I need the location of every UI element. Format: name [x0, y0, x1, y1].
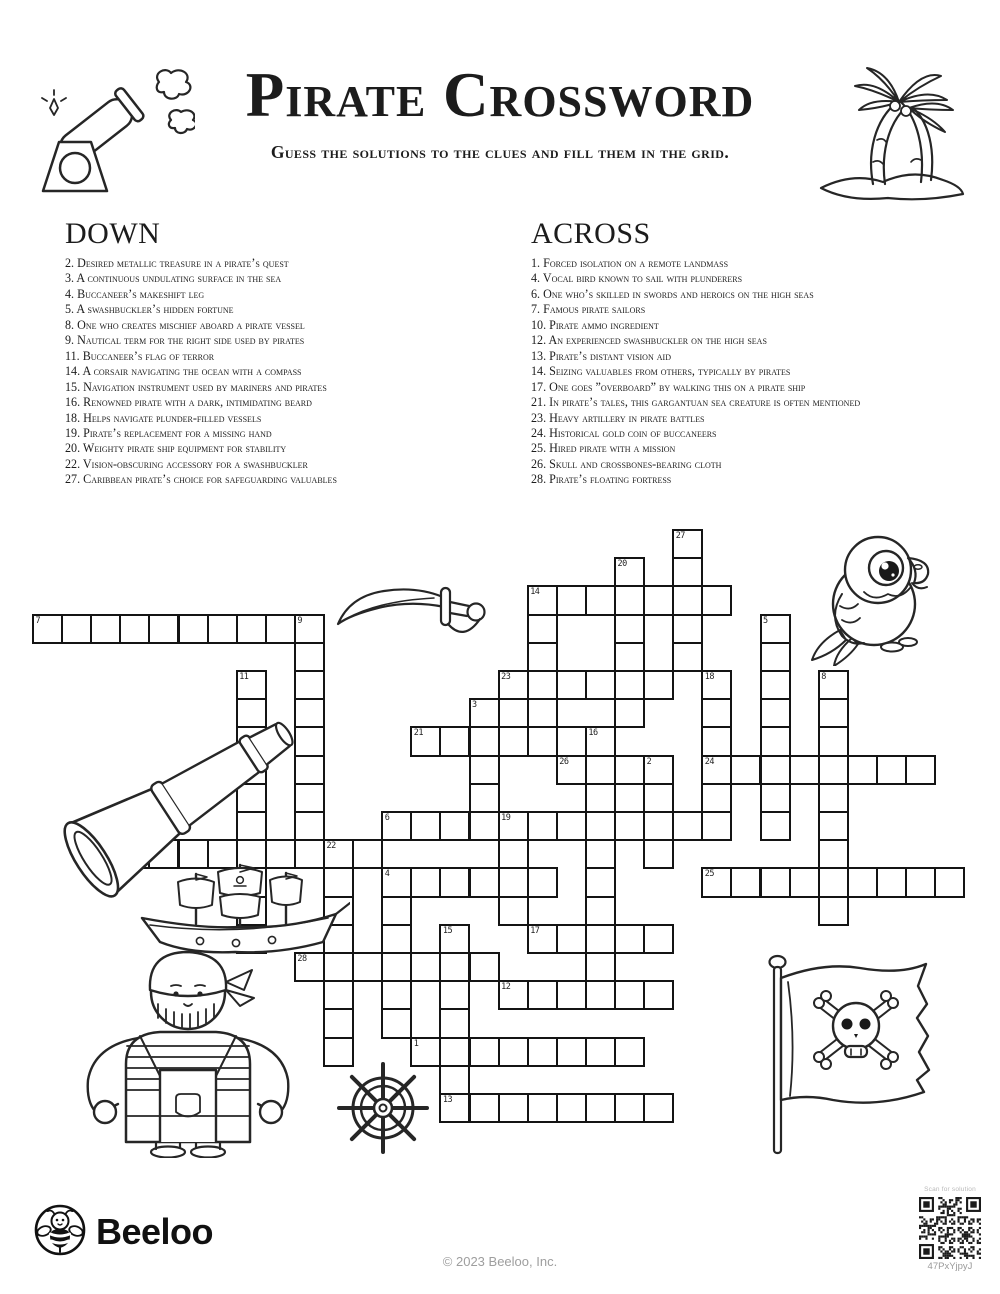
grid-cell	[585, 839, 616, 869]
grid-cell	[701, 867, 732, 897]
grid-cell	[527, 614, 558, 644]
clue-item: 11. Buccaneer’s flag of terror	[65, 348, 215, 363]
grid-cell	[294, 614, 325, 644]
clue-item: 7. Famous pirate sailors	[531, 302, 646, 317]
grid-cell	[439, 980, 470, 1010]
grid-cell	[701, 698, 732, 728]
grid-cell	[410, 952, 441, 982]
grid-cell-number: 24	[704, 756, 715, 767]
grid-cell	[439, 726, 470, 756]
grid-cell	[585, 896, 616, 926]
grid-cell	[672, 529, 703, 559]
grid-cell	[469, 1093, 500, 1123]
grid-cell-number: 22	[326, 841, 336, 852]
grid-cell	[469, 783, 500, 813]
clue-item: 22. Vision-obscuring accessory for a swashbuckler	[65, 456, 308, 471]
grid-cell	[498, 811, 529, 841]
grid-cell	[381, 896, 412, 926]
grid-cell	[352, 839, 383, 869]
grid-cell	[498, 726, 529, 756]
grid-cell	[236, 614, 267, 644]
qr-label: Scan for solution	[924, 1186, 976, 1193]
grid-cell-number: 27	[675, 531, 685, 541]
grid-cell	[643, 839, 674, 869]
parrot-icon	[806, 526, 936, 666]
grid-cell	[439, 1008, 470, 1038]
grid-cell	[556, 980, 587, 1010]
grid-cell	[556, 726, 587, 756]
grid-cell	[818, 867, 849, 897]
grid-cell	[818, 839, 849, 869]
grid-cell	[61, 614, 92, 644]
grid-cell-number: 3	[472, 700, 477, 711]
grid-cell	[265, 614, 296, 644]
grid-cell	[585, 1037, 616, 1067]
grid-cell	[585, 726, 616, 756]
grid-cell	[760, 642, 791, 672]
grid-cell	[410, 867, 441, 897]
grid-cell-number: 11	[239, 672, 249, 682]
grid-cell	[643, 783, 674, 813]
qr-code-text: 47PxYjpyJ	[927, 1261, 973, 1272]
grid-cell	[32, 614, 63, 644]
grid-cell	[614, 698, 645, 728]
grid-cell	[585, 755, 616, 785]
clue-item: 25. Hired pirate with a mission	[531, 441, 676, 456]
grid-cell	[498, 670, 529, 700]
grid-cell	[614, 1037, 645, 1067]
down-clue-list	[65, 256, 520, 488]
grid-cell	[818, 811, 849, 841]
grid-cell	[760, 811, 791, 841]
grid-cell	[556, 811, 587, 841]
clue-item: 14. Seizing valuables from others, typically by pirates	[531, 364, 791, 379]
pirate-ship-icon	[130, 860, 350, 960]
grid-cell-number: 28	[297, 954, 307, 964]
grid-cell	[469, 952, 500, 982]
grid-cell	[527, 1037, 558, 1067]
grid-cell-number: 17	[530, 925, 540, 936]
clue-item: 8. One who creates mischief aboard a pirate vessel	[65, 317, 305, 332]
page-title: Pirate Crossword	[245, 60, 755, 130]
grid-cell	[672, 811, 703, 841]
grid-cell	[498, 867, 529, 897]
grid-cell	[556, 755, 587, 785]
clue-item: 19. Pirate’s replacement for a missing hand	[65, 425, 272, 440]
grid-cell	[585, 980, 616, 1010]
grid-cell	[527, 924, 558, 954]
grid-cell-number: 8	[821, 672, 826, 682]
grid-cell	[527, 670, 558, 700]
clue-item: 23. Heavy artillery in pirate battles	[531, 410, 705, 425]
grid-cell	[556, 924, 587, 954]
grid-cell	[789, 867, 820, 897]
grid-cell	[818, 896, 849, 926]
qr-code-icon	[919, 1197, 981, 1259]
grid-cell	[760, 867, 791, 897]
grid-cell	[119, 614, 150, 644]
grid-cell	[585, 924, 616, 954]
cannon-icon	[25, 68, 195, 200]
grid-cell	[527, 698, 558, 728]
grid-cell	[381, 1008, 412, 1038]
grid-cell	[90, 614, 121, 644]
grid-cell	[381, 811, 412, 841]
grid-cell	[730, 755, 761, 785]
ship-wheel-icon	[333, 1058, 433, 1158]
grid-cell	[527, 867, 558, 897]
grid-cell	[730, 867, 761, 897]
grid-cell	[469, 867, 500, 897]
grid-cell-number: 18	[704, 672, 715, 682]
grid-cell	[614, 1093, 645, 1123]
grid-cell	[701, 755, 732, 785]
clue-item: 3. A continuous undulating surface in the sea	[65, 271, 282, 286]
grid-cell	[439, 867, 470, 897]
grid-cell	[527, 811, 558, 841]
grid-cell-number: 19	[501, 813, 511, 823]
page-subtitle: Guess the solutions to the clues and fill them in the grid.	[270, 142, 730, 162]
palm-island-icon	[813, 56, 968, 201]
grid-cell-number: 16	[588, 728, 598, 739]
grid-cell	[381, 952, 412, 982]
grid-cell	[556, 1093, 587, 1123]
grid-cell	[527, 585, 558, 615]
grid-cell-number: 13	[442, 1095, 453, 1105]
grid-cell	[498, 839, 529, 869]
clue-item: 26. Skull and crossbones-bearing cloth	[531, 456, 722, 471]
clue-item: 24. Historical gold coin of buccaneers	[531, 425, 717, 440]
grid-cell	[905, 867, 936, 897]
clue-item: 10. Pirate ammo ingredient	[531, 317, 659, 332]
grid-cell	[410, 811, 441, 841]
grid-cell	[469, 698, 500, 728]
grid-cell	[585, 867, 616, 897]
grid-cell	[381, 924, 412, 954]
grid-cell	[643, 755, 674, 785]
grid-cell	[556, 1037, 587, 1067]
grid-cell-number: 9	[297, 615, 303, 626]
copyright-text: © 2023 Beeloo, Inc.	[442, 1254, 558, 1269]
bee-logo-icon	[33, 1203, 87, 1257]
clue-item: 5. A swashbuckler’s hidden fortune	[65, 302, 234, 317]
clue-item: 28. Pirate’s floating fortress	[531, 472, 672, 487]
across-heading: ACROSS	[531, 217, 651, 250]
clue-item: 15. Navigation instrument used by mariners and pirates	[65, 379, 327, 394]
grid-cell	[614, 642, 645, 672]
grid-cell	[847, 867, 878, 897]
grid-cell	[789, 755, 820, 785]
brand-name: Beeloo	[96, 1211, 214, 1252]
grid-cell	[876, 867, 907, 897]
clue-item: 4. Buccaneer’s makeshift leg	[65, 286, 205, 301]
grid-cell	[585, 585, 616, 615]
grid-cell	[585, 1093, 616, 1123]
grid-cell	[410, 726, 441, 756]
grid-cell-number: 26	[559, 756, 569, 767]
grid-cell-number: 7	[35, 615, 41, 626]
grid-cell	[556, 585, 587, 615]
grid-cell-number: 6	[384, 813, 390, 823]
grid-cell	[672, 585, 703, 615]
cutlass-icon	[330, 584, 495, 646]
grid-cell	[469, 755, 500, 785]
grid-cell	[847, 755, 878, 785]
grid-cell	[585, 811, 616, 841]
grid-cell	[701, 811, 732, 841]
grid-cell	[381, 867, 412, 897]
grid-cell	[643, 924, 674, 954]
grid-cell	[672, 614, 703, 644]
grid-cell	[818, 783, 849, 813]
grid-cell	[876, 755, 907, 785]
clue-item: 13. Pirate’s distant vision aid	[531, 348, 671, 363]
grid-cell-number: 14	[530, 587, 540, 598]
clue-item: 12. An experienced swashbuckler on the high seas	[531, 333, 767, 348]
grid-cell	[701, 670, 732, 700]
grid-cell	[498, 980, 529, 1010]
grid-cell-number: 2	[646, 756, 652, 767]
down-clues-section	[65, 219, 520, 488]
grid-cell	[760, 614, 791, 644]
grid-cell	[207, 614, 238, 644]
across-clues-section	[531, 219, 986, 488]
clue-item: 27. Caribbean pirate’s choice for safeguarding valuables	[65, 472, 337, 487]
grid-cell	[614, 924, 645, 954]
grid-cell	[934, 867, 965, 897]
grid-cell	[760, 698, 791, 728]
grid-cell	[614, 755, 645, 785]
qr-block	[900, 1186, 1000, 1272]
clue-item: 2. Desired metallic treasure in a pirate’s quest	[65, 256, 289, 270]
grid-cell	[614, 557, 645, 587]
grid-cell	[760, 726, 791, 756]
clue-item: 17. One goes ”overboard” by walking this on a pirate ship	[531, 379, 806, 394]
clue-item: 18. Helps navigate plunder-filled vessels	[65, 410, 262, 425]
grid-cell	[701, 726, 732, 756]
grid-cell	[352, 952, 383, 982]
grid-cell	[439, 924, 470, 954]
grid-cell-number: 1	[413, 1038, 419, 1049]
grid-cell	[439, 811, 470, 841]
grid-cell-number: 15	[442, 925, 453, 936]
grid-cell	[760, 783, 791, 813]
grid-cell-number: 21	[413, 728, 424, 739]
grid-cell	[818, 698, 849, 728]
grid-cell	[614, 980, 645, 1010]
grid-cell	[439, 1093, 470, 1123]
pirate-flag-icon	[748, 950, 948, 1155]
grid-cell	[498, 1037, 529, 1067]
grid-cell	[527, 1093, 558, 1123]
grid-cell-number: 5	[763, 615, 768, 626]
across-clue-list	[531, 256, 986, 488]
grid-cell	[818, 726, 849, 756]
grid-cell	[498, 1093, 529, 1123]
grid-cell	[643, 670, 674, 700]
grid-cell-number: 4	[384, 869, 390, 880]
clue-item: 20. Weighty pirate ship equipment for stability	[65, 441, 287, 456]
grid-cell	[585, 670, 616, 700]
grid-cell	[148, 614, 179, 644]
grid-cell	[701, 585, 732, 615]
grid-cell-number: 20	[617, 559, 627, 570]
grid-cell	[469, 811, 500, 841]
grid-cell-number: 25	[704, 869, 715, 880]
grid-cell	[614, 614, 645, 644]
grid-cell	[905, 755, 936, 785]
clue-item: 1. Forced isolation on a remote landmass	[531, 256, 729, 270]
grid-cell	[643, 980, 674, 1010]
clue-item: 16. Renowned pirate with a dark, intimidating beard	[65, 395, 312, 410]
grid-cell	[178, 614, 209, 644]
grid-cell	[585, 952, 616, 982]
grid-cell	[643, 811, 674, 841]
clue-item: 21. In pirate’s tales, this gargantuan sea creature is often mentioned	[531, 395, 861, 410]
pirate-man-icon	[38, 946, 338, 1158]
grid-cell	[818, 755, 849, 785]
clue-item: 9. Nautical term for the right side used by pirates	[65, 333, 305, 348]
grid-cell	[760, 755, 791, 785]
clue-item: 6. One who’s skilled in swords and heroics on the high seas	[531, 286, 814, 301]
clue-item: 14. A corsair navigating the ocean with a compass	[65, 364, 302, 379]
grid-cell	[527, 726, 558, 756]
grid-cell	[527, 642, 558, 672]
grid-cell	[527, 980, 558, 1010]
grid-cell-number: 23	[501, 672, 511, 682]
grid-cell	[439, 952, 470, 982]
grid-cell-number: 12	[501, 982, 511, 993]
grid-cell	[672, 642, 703, 672]
grid-cell	[614, 585, 645, 615]
grid-cell	[585, 783, 616, 813]
grid-cell	[760, 670, 791, 700]
grid-cell	[701, 783, 732, 813]
grid-cell	[643, 585, 674, 615]
grid-cell	[643, 1093, 674, 1123]
grid-cell	[381, 980, 412, 1010]
grid-cell	[294, 642, 325, 672]
grid-cell	[439, 1065, 470, 1095]
grid-cell	[469, 726, 500, 756]
grid-cell	[469, 1037, 500, 1067]
grid-cell	[498, 896, 529, 926]
grid-cell	[614, 811, 645, 841]
down-heading: DOWN	[65, 217, 161, 250]
grid-cell	[672, 557, 703, 587]
grid-cell	[818, 670, 849, 700]
clue-item: 4. Vocal bird known to sail with plunderers	[531, 271, 743, 286]
grid-cell	[614, 670, 645, 700]
grid-cell	[439, 1037, 470, 1067]
grid-cell	[556, 670, 587, 700]
